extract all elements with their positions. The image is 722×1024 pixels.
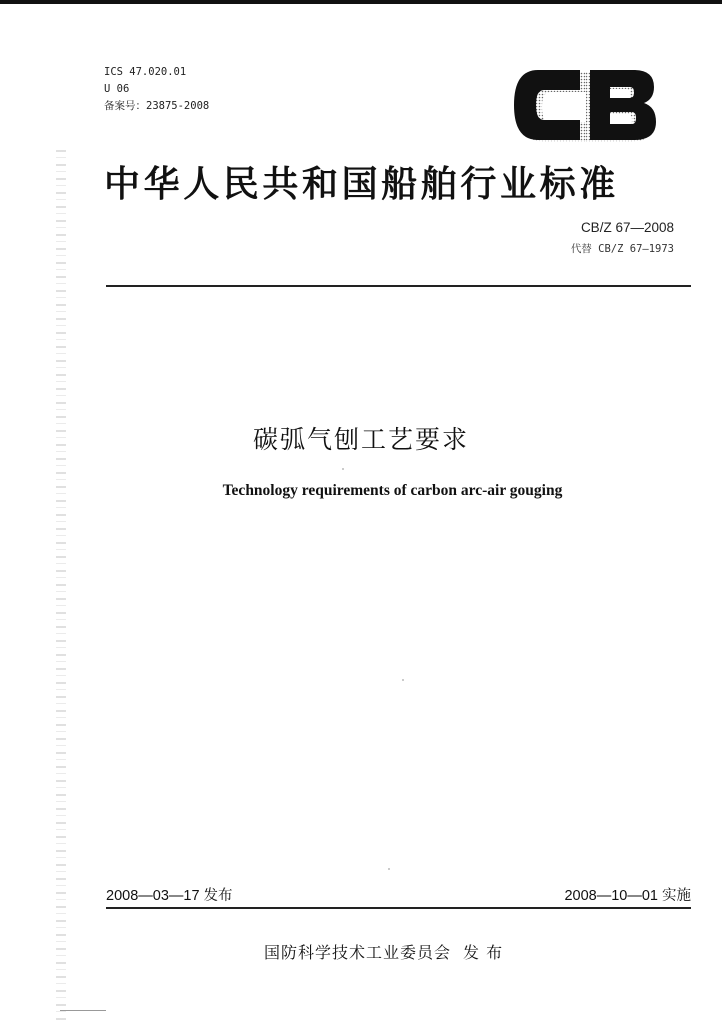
- classification-block: [104, 64, 209, 115]
- cb-logo: [508, 64, 660, 146]
- document-title-en: Technology requirements of carbon arc-air gouging: [222, 482, 563, 499]
- publisher-line: [264, 940, 503, 963]
- replaces-standard: 代替 CB/Z 67—1973: [570, 243, 674, 255]
- ccs-code: U 06: [104, 83, 130, 95]
- scan-edge-artifact: [56, 150, 66, 1020]
- publish-label: 发 布: [463, 943, 504, 962]
- header-divider: [106, 285, 691, 287]
- standard-number: CB/Z 67—2008: [580, 220, 674, 235]
- issue-date: 2008—03—17 发布: [106, 888, 233, 904]
- scan-speck: [388, 868, 390, 870]
- footer-divider: [106, 907, 691, 909]
- document-title-zh: 碳弧气刨工艺要求: [252, 425, 469, 454]
- industry-standard-title: 中华人民共和国船舶行业标准: [104, 164, 619, 205]
- implementation-date: 2008—10—01 实施: [564, 888, 691, 904]
- record-number: 备案号：23875-2008: [104, 100, 210, 112]
- scan-corner-artifact: [60, 1010, 106, 1017]
- ics-code: ICS 47.020.01: [104, 66, 187, 78]
- top-border-rule: [0, 0, 722, 4]
- scan-speck: [402, 679, 404, 681]
- publisher-name: 国防科学技术工业委员会: [264, 943, 452, 962]
- scan-speck: [342, 468, 344, 470]
